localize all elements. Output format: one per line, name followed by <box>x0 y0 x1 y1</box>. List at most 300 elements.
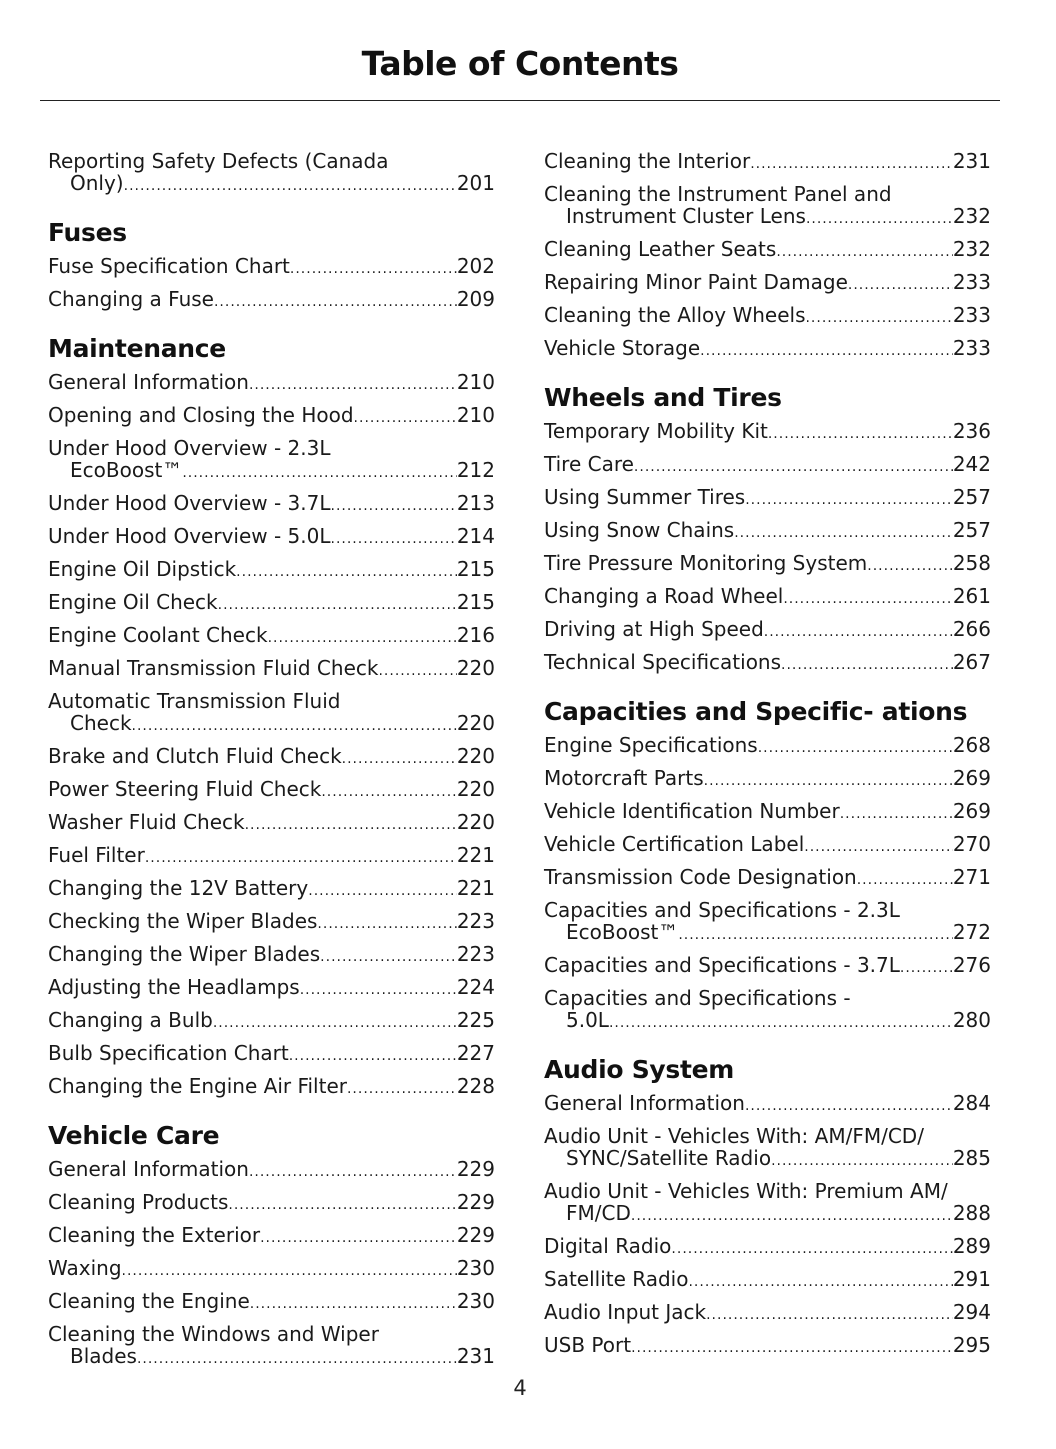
toc-entry[interactable] <box>544 548 991 581</box>
toc-entry[interactable] <box>48 939 495 972</box>
section-heading[interactable]: Audio System <box>544 1055 735 1084</box>
entry-page-number: 220 <box>456 711 495 735</box>
page-number: 4 <box>513 1376 527 1400</box>
entry-page-number: 214 <box>456 524 495 548</box>
entry-page-number: 269 <box>952 799 991 823</box>
entry-title: Changing a Road Wheel <box>544 584 784 608</box>
entry-title: Audio Input Jack <box>544 1300 707 1324</box>
section-heading[interactable]: Maintenance <box>48 334 226 363</box>
title-divider <box>40 100 1000 101</box>
dot-leader <box>688 1271 952 1293</box>
dot-leader <box>609 1012 953 1034</box>
toc-entry[interactable] <box>544 416 991 449</box>
entry-page-number: 233 <box>952 270 991 294</box>
toc-entry[interactable] <box>48 554 495 587</box>
entry-title: Digital Radio <box>544 1234 672 1258</box>
entry-title-continued: Instrument Cluster Lens <box>566 204 806 228</box>
toc-right-column <box>544 146 991 1363</box>
entry-page-number: 212 <box>456 458 495 482</box>
entry-page-number: 221 <box>456 876 495 900</box>
toc-entry[interactable] <box>48 433 495 488</box>
entry-page-number: 229 <box>456 1157 495 1181</box>
entry-line <box>544 651 991 676</box>
entry-line <box>544 337 991 362</box>
toc-entry[interactable] <box>48 620 495 653</box>
section-heading[interactable]: Wheels and Tires <box>544 383 782 412</box>
toc-left-column <box>48 146 495 1374</box>
entry-title: Capacities and Specifications - 2.3L <box>544 898 900 922</box>
dot-leader <box>734 522 953 544</box>
entry-page-number: 215 <box>456 557 495 581</box>
entry-title: Under Hood Overview - 3.7L <box>48 491 331 515</box>
toc-entry[interactable] <box>544 895 991 950</box>
entry-line <box>48 943 495 968</box>
entry-line <box>48 492 495 517</box>
entry-page-number: 288 <box>952 1201 991 1225</box>
toc-entry[interactable] <box>544 146 991 179</box>
entry-page-number: 201 <box>456 171 495 195</box>
entry-line <box>48 624 495 649</box>
entry-title-continued: FM/CD <box>566 1201 631 1225</box>
toc-entry[interactable] <box>48 400 495 433</box>
dot-leader <box>806 208 953 230</box>
section-heading[interactable]: Vehicle Care <box>48 1121 220 1150</box>
entry-line <box>544 1092 991 1117</box>
toc-entry[interactable] <box>48 284 495 317</box>
toc-entry[interactable] <box>48 367 495 400</box>
dot-leader <box>331 528 457 550</box>
toc-section <box>48 335 495 1104</box>
dot-leader <box>771 1150 953 1172</box>
entry-page-number: 289 <box>952 1234 991 1258</box>
toc-entry[interactable] <box>544 730 991 763</box>
entry-title-continued: EcoBoost™ <box>566 920 679 944</box>
toc-entry[interactable] <box>48 1286 495 1319</box>
entry-title: Changing the Wiper Blades <box>48 942 321 966</box>
dot-leader <box>631 1205 953 1227</box>
entry-page-number: 215 <box>456 590 495 614</box>
entry-page-number: 285 <box>952 1146 991 1170</box>
entry-page-number: 233 <box>952 303 991 327</box>
entry-title: General Information <box>544 1091 745 1115</box>
dot-leader <box>249 1161 457 1183</box>
entry-page-number: 216 <box>456 623 495 647</box>
entry-page-number: 271 <box>952 865 991 889</box>
dot-leader <box>745 489 953 511</box>
entry-page-number: 270 <box>952 832 991 856</box>
entry-line <box>544 486 991 511</box>
entry-title: Repairing Minor Paint Damage <box>544 270 848 294</box>
section-heading[interactable]: Capacities and Specific- ations <box>544 697 968 726</box>
entry-page-number: 232 <box>952 237 991 261</box>
entry-title: Reporting Safety Defects (Canada <box>48 149 389 173</box>
dot-leader <box>783 588 952 610</box>
entry-title: Power Steering Fluid Check <box>48 777 322 801</box>
toc-entry[interactable] <box>544 829 991 862</box>
entry-line <box>544 304 991 329</box>
dot-leader <box>706 1304 953 1326</box>
entry-title: Cleaning Products <box>48 1190 229 1214</box>
toc-entry[interactable] <box>48 906 495 939</box>
toc-entry[interactable] <box>544 449 991 482</box>
entry-line <box>48 844 495 869</box>
entry-page-number: 229 <box>456 1223 495 1247</box>
entry-line <box>48 404 495 429</box>
toc-section <box>544 1056 991 1363</box>
toc-entry[interactable] <box>544 796 991 829</box>
entry-title: Capacities and Specifications - 3.7L <box>544 953 900 977</box>
dot-leader <box>678 924 952 946</box>
dot-leader <box>745 1095 953 1117</box>
entry-title: Vehicle Identification Number <box>544 799 840 823</box>
dot-leader <box>214 291 457 313</box>
entry-line <box>48 1158 495 1183</box>
dot-leader <box>122 1260 457 1282</box>
entry-line <box>544 585 991 610</box>
entry-title: Engine Oil Check <box>48 590 218 614</box>
toc-entry[interactable] <box>48 774 495 807</box>
entry-line <box>48 811 495 836</box>
dot-leader <box>378 660 456 682</box>
dot-leader <box>805 307 952 329</box>
entry-line <box>48 976 495 1001</box>
entry-page-number: 258 <box>952 551 991 575</box>
entry-line <box>48 1257 495 1282</box>
dot-leader <box>768 423 953 445</box>
toc-entry[interactable] <box>544 581 991 614</box>
entry-title: Motorcraft Parts <box>544 766 704 790</box>
entry-line <box>48 910 495 935</box>
toc-entry[interactable] <box>48 1154 495 1187</box>
entry-line <box>544 921 991 946</box>
entry-line <box>48 712 495 737</box>
entry-line <box>48 1042 495 1067</box>
entry-page-number: 220 <box>456 656 495 680</box>
dot-leader <box>308 880 457 902</box>
dot-leader <box>137 1348 457 1370</box>
entry-page-number: 295 <box>952 1333 991 1357</box>
entry-page-number: 231 <box>952 149 991 173</box>
entry-line <box>48 288 495 313</box>
toc-entry[interactable] <box>48 1319 495 1374</box>
entry-page-number: 224 <box>456 975 495 999</box>
toc-entry[interactable] <box>544 1176 991 1231</box>
entry-page-number: 232 <box>952 204 991 228</box>
entry-title: Using Snow Chains <box>544 518 735 542</box>
entry-title: General Information <box>48 370 249 394</box>
toc-entry[interactable] <box>48 521 495 554</box>
entry-line <box>48 558 495 583</box>
entry-title-continued: 5.0L <box>566 1008 609 1032</box>
entry-line <box>48 778 495 803</box>
dot-leader <box>124 175 457 197</box>
entry-title: Audio Unit - Vehicles With: AM/FM/CD/ <box>544 1124 924 1148</box>
entry-line <box>544 420 991 445</box>
toc-entry[interactable] <box>544 950 991 983</box>
entry-page-number: 230 <box>456 1289 495 1313</box>
entry-line <box>48 172 495 197</box>
dot-leader <box>218 594 457 616</box>
entry-line <box>544 866 991 891</box>
entry-line <box>48 255 495 280</box>
dot-leader <box>750 153 953 175</box>
entry-title: Manual Transmission Fluid Check <box>48 656 379 680</box>
entry-line <box>544 205 991 230</box>
dot-leader <box>245 814 457 836</box>
entry-title: Changing the Engine Air Filter <box>48 1074 347 1098</box>
toc-entry[interactable] <box>48 741 495 774</box>
entry-page-number: 225 <box>456 1008 495 1032</box>
entry-line <box>48 1191 495 1216</box>
entry-title: Cleaning the Engine <box>48 1289 250 1313</box>
entry-line <box>544 519 991 544</box>
dot-leader <box>848 274 953 296</box>
toc-entry[interactable] <box>48 587 495 620</box>
toc-entry[interactable] <box>544 614 991 647</box>
dot-leader <box>840 803 953 825</box>
dot-leader <box>213 1012 457 1034</box>
entry-title: Satellite Radio <box>544 1267 689 1291</box>
entry-page-number: 268 <box>952 733 991 757</box>
entry-page-number: 257 <box>952 518 991 542</box>
entry-page-number: 223 <box>456 909 495 933</box>
toc-entry[interactable] <box>48 1005 495 1038</box>
entry-page-number: 284 <box>952 1091 991 1115</box>
toc-entry[interactable] <box>544 1088 991 1121</box>
entry-line <box>544 1301 991 1326</box>
toc-entry[interactable] <box>48 972 495 1005</box>
entry-title: Audio Unit - Vehicles With: Premium AM/ <box>544 1179 948 1203</box>
entry-title: Technical Specifications <box>544 650 782 674</box>
entry-line <box>544 1147 991 1172</box>
entry-line <box>544 954 991 979</box>
toc-entry[interactable] <box>544 983 991 1038</box>
toc-entry[interactable] <box>48 686 495 741</box>
dot-leader <box>700 340 953 362</box>
entry-line <box>48 1345 495 1370</box>
entry-line <box>544 453 991 478</box>
entry-title-continued: SYNC/Satellite Radio <box>566 1146 772 1170</box>
entry-page-number: 233 <box>952 336 991 360</box>
entry-line <box>544 618 991 643</box>
entry-title: Driving at High Speed <box>544 617 764 641</box>
dot-leader <box>290 258 457 280</box>
entry-line <box>48 525 495 550</box>
dot-leader <box>236 561 457 583</box>
entry-title: Changing the 12V Battery <box>48 876 309 900</box>
toc-entry[interactable] <box>544 515 991 548</box>
toc-entry[interactable] <box>48 840 495 873</box>
entry-line <box>544 150 991 175</box>
entry-line <box>48 1075 495 1100</box>
entry-line <box>48 459 495 484</box>
entry-title: Cleaning Leather Seats <box>544 237 777 261</box>
dot-leader <box>867 555 953 577</box>
entry-line <box>544 552 991 577</box>
entry-page-number: 269 <box>952 766 991 790</box>
dot-leader <box>804 836 953 858</box>
entry-title: Cleaning the Exterior <box>48 1223 261 1247</box>
toc-entry[interactable] <box>544 267 991 300</box>
entry-title: Checking the Wiper Blades <box>48 909 318 933</box>
toc-entry[interactable] <box>48 1071 495 1104</box>
toc-entry[interactable] <box>544 647 991 680</box>
entry-page-number: 257 <box>952 485 991 509</box>
entry-page-number: 220 <box>456 777 495 801</box>
entry-title: Waxing <box>48 1256 122 1280</box>
entry-line <box>544 1268 991 1293</box>
toc-entry[interactable] <box>544 234 991 267</box>
toc-entry[interactable] <box>544 300 991 333</box>
entry-page-number: 220 <box>456 810 495 834</box>
entry-page-number: 242 <box>952 452 991 476</box>
entry-page-number: 291 <box>952 1267 991 1291</box>
dot-leader <box>317 913 456 935</box>
entry-line <box>544 1334 991 1359</box>
entry-title: Cleaning the Instrument Panel and <box>544 182 892 206</box>
entry-title: Cleaning the Alloy Wheels <box>544 303 806 327</box>
entry-line <box>544 238 991 263</box>
entry-line <box>544 734 991 759</box>
entry-page-number: 209 <box>456 287 495 311</box>
entry-title: Adjusting the Headlamps <box>48 975 300 999</box>
entry-title: Temporary Mobility Kit <box>544 419 768 443</box>
toc-entry[interactable] <box>48 807 495 840</box>
toc-entry[interactable] <box>544 763 991 796</box>
dot-leader <box>250 1293 457 1315</box>
toc-entry[interactable] <box>48 653 495 686</box>
dot-leader <box>857 869 953 891</box>
dot-leader <box>671 1238 952 1260</box>
entry-line <box>48 371 495 396</box>
entry-title: Bulb Specification Chart <box>48 1041 289 1065</box>
entry-line <box>544 800 991 825</box>
toc-entry[interactable] <box>544 862 991 895</box>
toc-entry[interactable] <box>544 1264 991 1297</box>
toc-entry[interactable] <box>48 1038 495 1071</box>
toc-entry[interactable] <box>544 482 991 515</box>
entry-title: Capacities and Specifications - <box>544 986 851 1010</box>
entry-line <box>544 767 991 792</box>
entry-page-number: 261 <box>952 584 991 608</box>
dot-leader <box>145 847 457 869</box>
entry-title: Cleaning the Windows and Wiper <box>48 1322 379 1346</box>
entry-line <box>48 591 495 616</box>
entry-page-number: 220 <box>456 744 495 768</box>
dot-leader <box>776 241 952 263</box>
toc-section <box>48 219 495 317</box>
section-heading[interactable]: Fuses <box>48 218 127 247</box>
dot-leader <box>268 627 457 649</box>
entry-title: Engine Coolant Check <box>48 623 268 647</box>
entry-title: Changing a Fuse <box>48 287 214 311</box>
entry-title: Cleaning the Interior <box>544 149 751 173</box>
entry-title: Engine Specifications <box>544 733 758 757</box>
toc-section <box>544 384 991 680</box>
entry-line <box>48 877 495 902</box>
entry-page-number: 272 <box>952 920 991 944</box>
toc-entry[interactable] <box>544 179 991 234</box>
entry-page-number: 228 <box>456 1074 495 1098</box>
entry-title: Automatic Transmission Fluid <box>48 689 341 713</box>
entry-title: Fuse Specification Chart <box>48 254 290 278</box>
entry-page-number: 267 <box>952 650 991 674</box>
dot-leader <box>758 737 953 759</box>
entry-title-continued: EcoBoost™ <box>70 458 183 482</box>
entry-title: Opening and Closing the Hood <box>48 403 354 427</box>
entry-title: Under Hood Overview - 5.0L <box>48 524 331 548</box>
toc-entry[interactable] <box>48 488 495 521</box>
dot-leader <box>347 1078 457 1100</box>
entry-title: Changing a Bulb <box>48 1008 213 1032</box>
toc-entry[interactable] <box>48 873 495 906</box>
entry-page-number: 229 <box>456 1190 495 1214</box>
entry-title: Vehicle Certification Label <box>544 832 805 856</box>
entry-title-continued: Check <box>70 711 132 735</box>
dot-leader <box>704 770 953 792</box>
entry-line <box>544 1009 991 1034</box>
entry-page-number: 202 <box>456 254 495 278</box>
dot-leader <box>260 1227 457 1249</box>
entry-title: Tire Pressure Monitoring System <box>544 551 868 575</box>
toc-section <box>48 1122 495 1374</box>
toc-entry[interactable] <box>544 1231 991 1264</box>
entry-page-number: 230 <box>456 1256 495 1280</box>
dot-leader <box>300 979 457 1001</box>
dot-leader <box>289 1045 457 1067</box>
entry-page-number: 294 <box>952 1300 991 1324</box>
toc-entry[interactable] <box>544 1330 991 1363</box>
toc-intro-group <box>48 146 495 201</box>
toc-entry[interactable] <box>48 146 495 201</box>
dot-leader <box>331 495 457 517</box>
entry-line <box>48 745 495 770</box>
entry-page-number: 213 <box>456 491 495 515</box>
entry-title-continued: Only) <box>70 171 124 195</box>
dot-leader <box>249 374 457 396</box>
entry-title: Fuel Filter <box>48 843 145 867</box>
entry-page-number: 231 <box>456 1344 495 1368</box>
dot-leader <box>320 946 457 968</box>
toc-entry[interactable] <box>544 1121 991 1176</box>
toc-section <box>544 698 991 1038</box>
toc-entry[interactable] <box>48 251 495 284</box>
dot-leader <box>228 1194 456 1216</box>
dot-leader <box>634 456 953 478</box>
toc-entry[interactable] <box>544 333 991 366</box>
entry-title-continued: Blades <box>70 1344 137 1368</box>
dot-leader <box>321 781 456 803</box>
dot-leader <box>182 462 456 484</box>
dot-leader <box>342 748 457 770</box>
entry-line <box>48 657 495 682</box>
entry-title: Brake and Clutch Fluid Check <box>48 744 342 768</box>
entry-page-number: 227 <box>456 1041 495 1065</box>
toc-entry[interactable] <box>48 1187 495 1220</box>
dot-leader <box>900 957 953 979</box>
toc-entry[interactable] <box>544 1297 991 1330</box>
entry-line <box>48 1290 495 1315</box>
entry-line <box>544 833 991 858</box>
entry-title: Transmission Code Designation <box>544 865 857 889</box>
entry-title: Tire Care <box>544 452 634 476</box>
toc-entry[interactable] <box>48 1220 495 1253</box>
dot-leader <box>631 1337 953 1359</box>
entry-line <box>48 1009 495 1034</box>
entry-line <box>544 1202 991 1227</box>
toc-entry[interactable] <box>48 1253 495 1286</box>
entry-title: Under Hood Overview - 2.3L <box>48 436 331 460</box>
